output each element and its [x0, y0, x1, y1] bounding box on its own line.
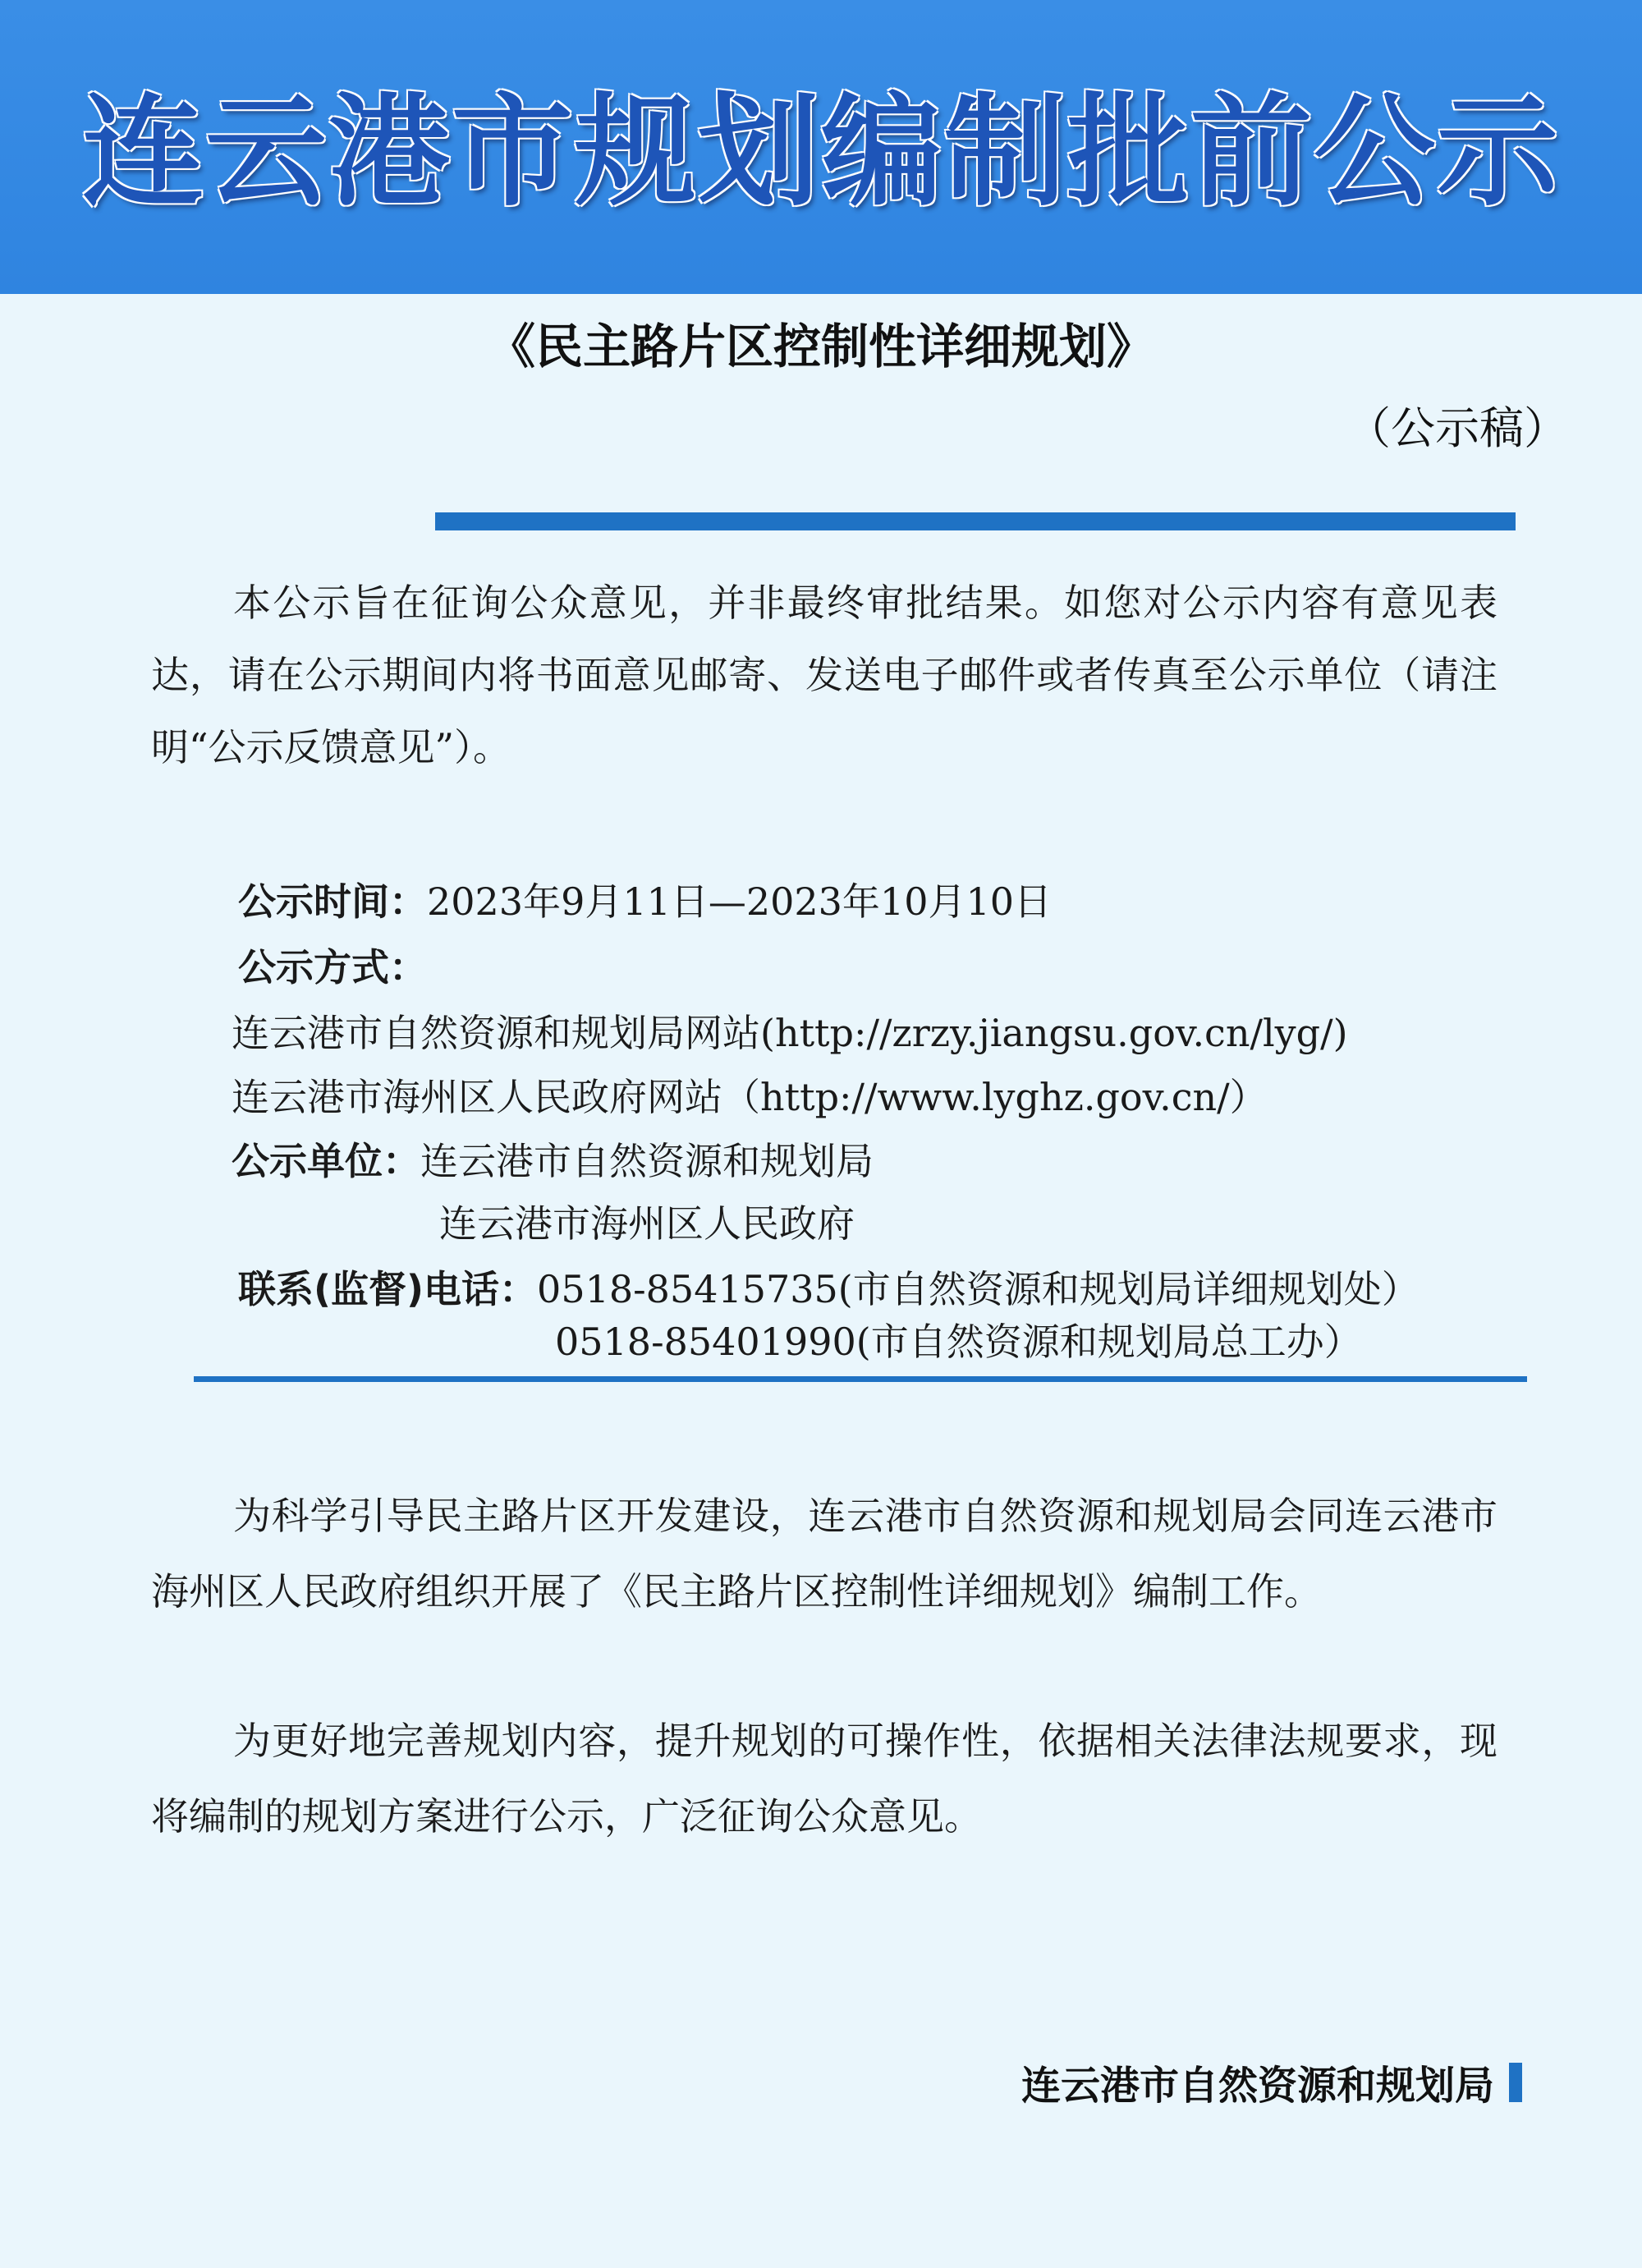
footer-organization: 连云港市自然资源和规划局 — [1021, 2063, 1494, 2109]
body-paragraph: 为科学引导民主路片区开发建设，连云港市自然资源和规划局会同连云港市海州区人民政府组织开展了《民主路片区控制性详细规划》编制工作。 — [151, 1494, 1498, 1614]
publicity-method-label: 公示方式： — [238, 945, 427, 989]
method-website-haizhou-government: 连云港市海州区人民政府网站（http://www.lyghz.gov.cn/） — [232, 1075, 1268, 1119]
middle-divider — [194, 1376, 1527, 1382]
contact-phone-row — [238, 1265, 1420, 1314]
method-website-nature-resources: 连云港市自然资源和规划局网站(http://zrzy.jiangsu.gov.cn/lyg/) — [232, 1011, 1348, 1055]
contact-phone-1: 0518-85415735(市自然资源和规划局详细规划处） — [537, 1267, 1420, 1311]
footer-accent-mark — [1509, 2063, 1522, 2102]
contact-phone-2: 0518-85401990(市自然资源和规划局总工办） — [555, 1320, 1362, 1364]
draft-label: （公示稿） — [1346, 402, 1568, 454]
publicity-unit-2: 连云港市海州区人民政府 — [439, 1201, 855, 1246]
publicity-unit-row — [232, 1136, 874, 1186]
publicity-time-value: 2023年9月11日—2023年10月10日 — [427, 879, 1052, 924]
header-banner — [0, 0, 1642, 294]
publicity-unit-1: 连云港市自然资源和规划局 — [420, 1139, 874, 1183]
document-title: 《民主路片区控制性详细规划》 — [487, 319, 1154, 374]
publicity-unit-label: 公示单位： — [232, 1139, 420, 1183]
notice-paragraph: 本公示旨在征询公众意见，并非最终审批结果。如您对公示内容有意见表达，请在公示期间内将书面意见邮寄、发送电子邮件或者传真至公示单位（请注明“公示反馈意见”）。 — [151, 581, 1498, 769]
publicity-time-row — [238, 877, 1052, 926]
top-divider — [435, 512, 1516, 530]
publicity-method-row — [238, 943, 427, 992]
banner-title: 连云港市规划编制批前公示 — [82, 81, 1560, 223]
contact-phone-label: 联系(监督)电话： — [238, 1267, 538, 1311]
publicity-time-label: 公示时间： — [238, 879, 427, 924]
body-paragraph: 为更好地完善规划内容，提升规划的可操作性，依据相关法律法规要求，现将编制的规划方案进行公示，广泛征询公众意见。 — [151, 1719, 1498, 1839]
